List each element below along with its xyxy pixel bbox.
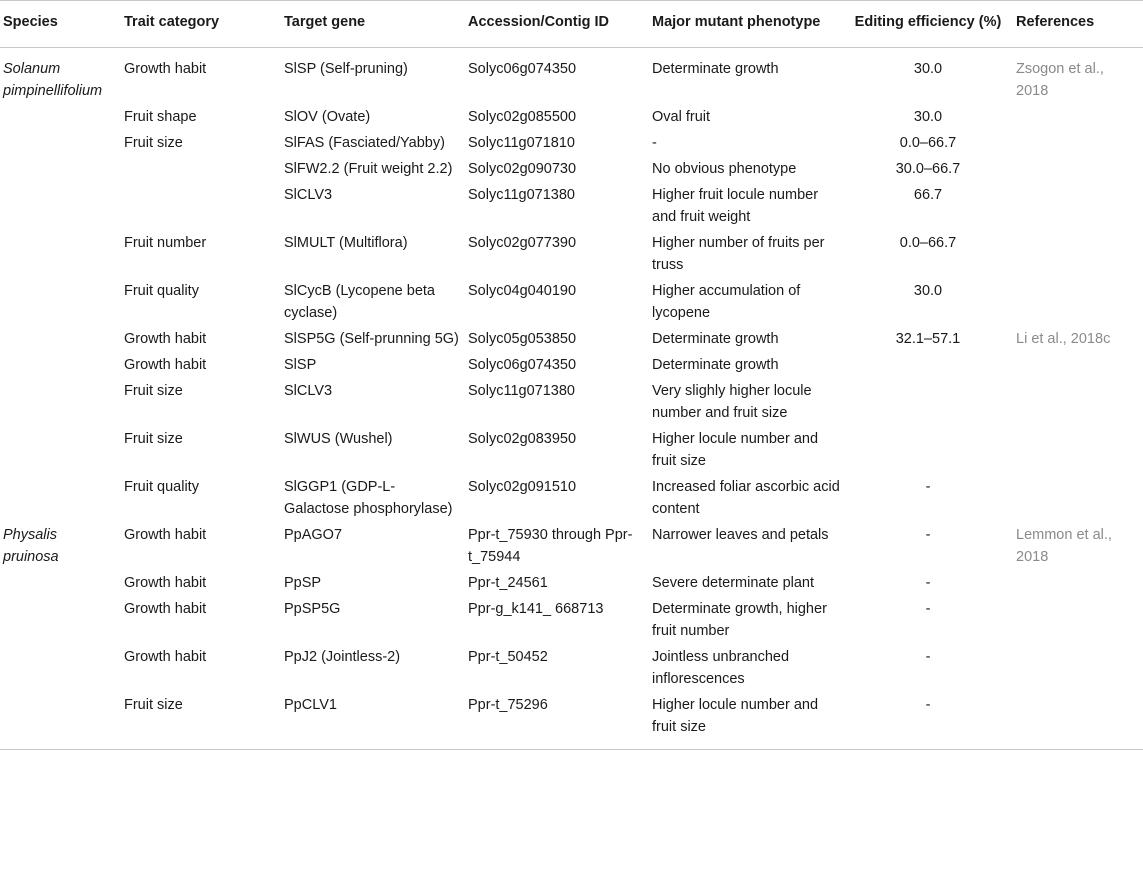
cell-mutant-phenotype: Determinate growth xyxy=(652,357,779,373)
table-row xyxy=(0,328,1143,354)
cell-trait-category: Growth habit xyxy=(124,601,207,617)
cell-references xyxy=(1012,158,1143,184)
cell-mutant-phenotype: Increased foliar ascorbic acid content xyxy=(652,479,840,517)
cell-species xyxy=(0,328,120,354)
cell-mutant-phenotype: Severe determinate plant xyxy=(652,575,815,591)
cell-accession-id: Solyc06g074350 xyxy=(468,61,577,77)
cell-trait-category: Fruit number xyxy=(124,235,207,251)
cell-accession-id: Solyc02g091510 xyxy=(468,479,577,495)
cell-accession-id: Solyc11g071810 xyxy=(468,135,575,151)
cell-mutant-phenotype: Higher fruit locule number and fruit weight xyxy=(652,187,819,225)
cell-species xyxy=(0,646,120,694)
cell-editing-efficiency: - xyxy=(925,479,931,495)
header-species: Species xyxy=(0,1,120,48)
cell-editing-efficiency: 32.1–57.1 xyxy=(895,331,961,347)
cell-trait-category: Fruit size xyxy=(120,694,280,750)
header-row xyxy=(0,1,1143,48)
cell-trait-category xyxy=(120,158,280,184)
table-row xyxy=(0,106,1143,132)
table-row xyxy=(0,694,1143,750)
cell-species xyxy=(0,232,120,280)
cell-references xyxy=(1012,476,1143,524)
cell-editing-efficiency: - xyxy=(925,601,931,617)
cell-accession-id: Solyc11g071380 xyxy=(468,383,575,399)
cell-references xyxy=(1012,232,1143,280)
cell-mutant-phenotype: Narrower leaves and petals xyxy=(652,527,829,543)
cell-references xyxy=(1012,428,1143,476)
cell-references xyxy=(1012,572,1143,598)
cell-references xyxy=(1012,694,1143,750)
cell-mutant-phenotype: Oval fruit xyxy=(652,109,711,125)
cell-references: Zsogon et al., 2018 xyxy=(1016,61,1104,99)
cell-trait-category: Growth habit xyxy=(124,357,207,373)
cell-references xyxy=(1012,106,1143,132)
cell-editing-efficiency: 30.0 xyxy=(913,109,943,125)
header-trait-category: Trait category xyxy=(120,1,280,48)
header-target-gene: Target gene xyxy=(280,1,464,48)
cell-editing-efficiency: 30.0 xyxy=(913,283,943,299)
table-row xyxy=(0,428,1143,476)
table-body xyxy=(0,48,1143,750)
table-header xyxy=(0,1,1143,48)
table-row xyxy=(0,280,1143,328)
header-accession-id: Accession/Contig ID xyxy=(464,1,648,48)
cell-trait-category: Growth habit xyxy=(124,649,207,665)
cell-references xyxy=(1012,132,1143,158)
cell-mutant-phenotype: Higher number of fruits per truss xyxy=(652,235,825,273)
cell-references xyxy=(1012,646,1143,694)
cell-species xyxy=(0,280,120,328)
cell-species: Physalis pruinosa xyxy=(3,527,59,565)
cell-editing-efficiency: 66.7 xyxy=(913,187,943,203)
cell-accession-id: Solyc11g071380 xyxy=(468,187,575,203)
cell-species xyxy=(0,106,120,132)
cell-editing-efficiency: 30.0 xyxy=(913,61,943,77)
cell-species xyxy=(0,132,120,158)
cell-editing-efficiency: - xyxy=(844,694,1012,750)
cell-target-gene: SlFAS (Fasciated/Yabby) xyxy=(284,135,445,151)
cell-trait-category: Fruit shape xyxy=(124,109,197,125)
header-editing-efficiency: Editing efficiency (%) xyxy=(844,1,1012,48)
cell-accession-id: Ppr-t_50452 xyxy=(468,649,548,665)
cell-trait-category: Fruit size xyxy=(124,431,183,447)
cell-trait-category: Growth habit xyxy=(124,331,207,347)
cell-references xyxy=(1012,380,1143,428)
table-row xyxy=(0,132,1143,158)
table-row xyxy=(0,476,1143,524)
cell-target-gene: SlCLV3 xyxy=(284,187,333,203)
cell-trait-category: Fruit size xyxy=(124,383,183,399)
cell-trait-category: Fruit quality xyxy=(124,479,199,495)
cell-species xyxy=(0,598,120,646)
cell-accession-id: Solyc02g090730 xyxy=(468,161,577,177)
header-references: References xyxy=(1012,1,1143,48)
cell-species xyxy=(0,184,120,232)
header-mutant-phenotype: Major mutant phenotype xyxy=(648,1,844,48)
cell-accession-id: Ppr-t_75930 through Ppr-t_75944 xyxy=(468,527,633,565)
cell-target-gene: PpAGO7 xyxy=(284,527,343,543)
cell-references: Lemmon et al., 2018 xyxy=(1016,527,1112,565)
cell-target-gene: PpCLV1 xyxy=(280,694,464,750)
cell-accession-id: Ppr-t_24561 xyxy=(468,575,548,591)
cell-species xyxy=(0,354,120,380)
cell-target-gene: SlWUS (Wushel) xyxy=(284,431,393,447)
table-row xyxy=(0,48,1143,107)
cell-accession-id: Solyc04g040190 xyxy=(468,283,577,299)
cell-editing-efficiency xyxy=(844,428,1012,476)
table-row xyxy=(0,354,1143,380)
cell-trait-category: Fruit size xyxy=(124,135,183,151)
cell-target-gene: SlFW2.2 (Fruit weight 2.2) xyxy=(284,161,453,177)
table-row xyxy=(0,380,1143,428)
cell-editing-efficiency xyxy=(844,380,1012,428)
cell-references xyxy=(1012,354,1143,380)
cell-species xyxy=(0,476,120,524)
cell-accession-id: Solyc02g077390 xyxy=(468,235,577,251)
cell-mutant-phenotype: - xyxy=(652,135,657,151)
cell-editing-efficiency: 0.0–66.7 xyxy=(899,235,957,251)
cell-references: Li et al., 2018c xyxy=(1016,331,1111,347)
cell-accession-id: Solyc05g053850 xyxy=(468,331,577,347)
table-row xyxy=(0,184,1143,232)
cell-accession-id: Solyc02g083950 xyxy=(468,431,577,447)
cell-mutant-phenotype: Jointless unbranched inflorescences xyxy=(652,649,790,687)
cell-target-gene: SlSP (Self-pruning) xyxy=(284,61,408,77)
cell-target-gene: PpSP xyxy=(284,575,322,591)
cell-trait-category xyxy=(120,184,280,232)
cell-target-gene: SlCLV3 xyxy=(284,383,333,399)
cell-species xyxy=(0,694,120,750)
cell-mutant-phenotype: Determinate growth xyxy=(652,331,779,347)
cell-mutant-phenotype: No obvious phenotype xyxy=(652,161,797,177)
cell-target-gene: SlCycB (Lycopene beta cyclase) xyxy=(284,283,435,321)
cell-accession-id: Solyc02g085500 xyxy=(468,109,577,125)
cell-editing-efficiency: 30.0–66.7 xyxy=(895,161,961,177)
cell-target-gene: SlSP xyxy=(284,357,317,373)
cell-editing-efficiency: 0.0–66.7 xyxy=(899,135,957,151)
cell-mutant-phenotype: Determinate growth xyxy=(652,61,779,77)
cell-target-gene: SlOV (Ovate) xyxy=(284,109,371,125)
cell-trait-category: Fruit quality xyxy=(124,283,199,299)
cell-accession-id: Solyc06g074350 xyxy=(468,357,577,373)
cell-target-gene: SlMULT (Multiflora) xyxy=(284,235,408,251)
cell-target-gene: PpSP5G xyxy=(284,601,341,617)
cell-mutant-phenotype: Determinate growth, higher fruit number xyxy=(652,601,827,639)
cell-species xyxy=(0,572,120,598)
cell-mutant-phenotype: Very slighly higher locule number and fruit size xyxy=(652,383,812,421)
table-row xyxy=(0,232,1143,280)
cell-editing-efficiency: - xyxy=(925,649,931,665)
table-row xyxy=(0,572,1143,598)
cell-editing-efficiency: - xyxy=(925,575,931,591)
table-row xyxy=(0,158,1143,184)
cell-mutant-phenotype: Higher locule number and fruit size xyxy=(648,694,844,750)
cell-species: Solanum pimpinellifolium xyxy=(3,61,103,99)
cell-editing-efficiency: - xyxy=(925,527,931,543)
cell-references xyxy=(1012,184,1143,232)
table-row xyxy=(0,524,1143,572)
cell-mutant-phenotype: Higher accumulation of lycopene xyxy=(652,283,801,321)
cell-species xyxy=(0,158,120,184)
cell-target-gene: PpJ2 (Jointless-2) xyxy=(284,649,401,665)
cell-trait-category: Growth habit xyxy=(124,61,207,77)
cell-trait-category: Growth habit xyxy=(124,527,207,543)
cell-species xyxy=(0,428,120,476)
cell-trait-category: Growth habit xyxy=(124,575,207,591)
cell-accession-id: Ppr-g_k141_ 668713 xyxy=(468,601,604,617)
cell-references xyxy=(1012,598,1143,646)
cell-species xyxy=(0,380,120,428)
cell-target-gene: SlSP5G (Self-prunning 5G) xyxy=(284,331,459,347)
table-row xyxy=(0,598,1143,646)
table-row xyxy=(0,646,1143,694)
cell-mutant-phenotype: Higher locule number and fruit size xyxy=(652,431,819,469)
cell-editing-efficiency xyxy=(844,354,1012,380)
cell-target-gene: SlGGP1 (GDP-L-Galactose phosphorylase) xyxy=(284,479,453,517)
cell-accession-id: Ppr-t_75296 xyxy=(464,694,648,750)
cell-references xyxy=(1012,280,1143,328)
